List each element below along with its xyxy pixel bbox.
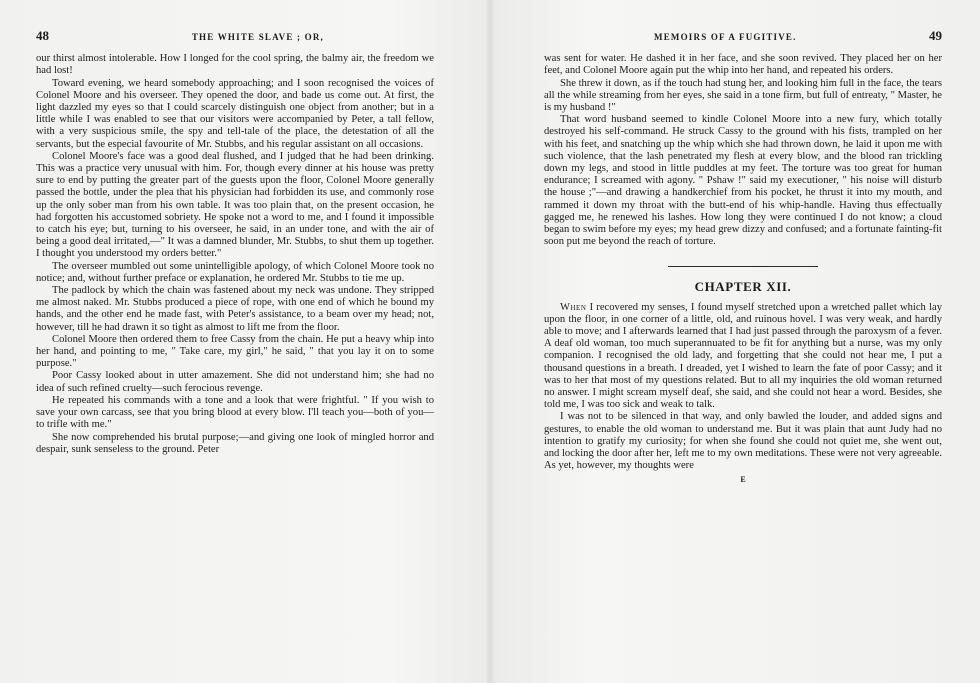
right-running-title: MEMOIRS OF A FUGITIVE. <box>654 32 797 42</box>
left-running-head <box>36 30 434 43</box>
paragraph: I was not to be silenced in that way, and only bawled the louder, and added signs and gestures, to enable the old woman to understand me. But it was plain that aunt Judy had no intention to gratify my curiosity; for when she found she could not quiet me, she went out, and locking the door after her, left me to my own meditations. These were not very agreeable. As yet, however, my thoughts were <box>544 411 942 472</box>
right-running-head <box>544 30 942 43</box>
paragraph: He repeated his commands with a tone and a look that were frightful. " If you wish to save your own carcass, see that you bring blood at every blow. I'll teach you—both of you—to trifle with me." <box>36 394 434 431</box>
paragraph: Poor Cassy looked about in utter amazement. She did not understand him; she had no idea of such refined cruelty—such ferocious revenge. <box>36 370 434 394</box>
paragraph: The padlock by which the chain was fastened about my neck was undone. They stripped me almost naked. Mr. Stubbs produced a piece of rope, with one end of which he bound my hands, and the other end he made fast, with Peter's assistance, to a beam over my head; not, however, till he had drawn it so tight as almost to lift me from the floor. <box>36 285 434 333</box>
right-page <box>544 30 942 486</box>
paragraph: That word husband seemed to kindle Colonel Moore into a new fury, which totally destroyed his self-command. He struck Cassy to the ground with his fists, trampled on her with his feet, and snatching up the whip which she had thrown down, he laid it upon me with such violence, that the lash penetrated my flesh at every blow, and the blood ran trickling down my legs, and stood in little puddles at my feet. The torture was too great for human endurance; I screamed with agony. " Pshaw !" said my executioner, " his noise will disturb the house ;"—and drawing a handkerchief from his pocket, he thrust it into my mouth, and rammed it down my throat with the butt-end of his whip-handle. Having thus effectually gagged me, he renewed his lashes. How long they were continued I do not know; a cloud began to swim before my eyes; my head grew dizzy and confused; and a fortunate fainting-fit soon put me beyond the reach of torture. <box>544 114 942 248</box>
chapter-body-text <box>544 302 942 473</box>
left-page <box>36 30 434 456</box>
chapter-heading: CHAPTER XII. <box>694 279 792 295</box>
paragraph: She threw it down, as if the touch had stung her, and looking him full in the face, the tears all the while streaming from her eyes, she said in a tone firm, but full of entreaty, " Master, he is my husband !" <box>544 77 942 114</box>
right-body-text <box>544 53 942 248</box>
paragraph: our thirst almost intolerable. How I longed for the cool spring, the balmy air, the freedom we had lost! <box>36 53 434 77</box>
signature-mark: E <box>740 474 746 484</box>
paragraph: The overseer mumbled out some unintelligible apology, of which Colonel Moore took no notice; and, without further preface or explanation, he ordered Mr. Stubbs to tie me up. <box>36 260 434 284</box>
paragraph: Colonel Moore's face was a good deal flushed, and I judged that he had been drinking. This was a practice very unusual with him. For, though every dinner at his house was pretty sure to end by putting the greater part of the guests upon the floor, Colonel Moore generally passed the bottle, under the plea that his physician had forbidden its use, and commonly rose up the only sober man from his own table. It was too plain that, on the present occasion, he had forgotten his accustomed sobriety. He spoke not a word to me, and I found it impossible to catch his eye; but, turning to his overseer, he said, in an under tone, and with the air of being a good deal irritated,—" It was a damned blunder, Mr. Stubbs, to shut them up together. I thought you understood my orders better." <box>36 150 434 260</box>
paragraph <box>544 302 942 412</box>
paragraph: She now comprehended his brutal purpose;—and giving one look of mingled horror and despair, sunk senseless to the ground. Peter <box>36 431 434 455</box>
paragraph: Toward evening, we heard somebody approaching; and I soon recognised the voices of Colonel Moore and his overseer. They opened the door, and bade us come out. At first, the light dazzled my eyes so that I could scarcely distinguish one object from another; but in a little while I was enabled to see that our visitors were accompanied by Peter, a tall fellow, with a very suspicious smile, the spy and tell-tale of the place, the detestation of all the servants, but the especial favourite of Mr. Stubbs, and his regular assistant on all occasions. <box>36 77 434 150</box>
left-body-text <box>36 53 434 456</box>
left-running-title: THE WHITE SLAVE ; OR, <box>191 32 324 42</box>
chapter-opening-word: When <box>560 301 587 313</box>
left-page-number: 48 <box>36 28 49 43</box>
right-page-number: 49 <box>929 28 942 43</box>
paragraph-text: I recovered my senses, I found myself stretched upon a wretched pallet which lay upon the floor, in one corner of a little, old, and ruinous hovel. I was very weak, and hardly able to move; and I afterwards learned that I had just passed through the paroxysm of a fever. A deaf old woman, too much superannuated to be fit for anything but a nurse, was my only companion. I recognised the old lady, and forgetting that she could not hear me, I put a thousand questions in a breath. I dreaded, yet I wished to learn the fate of poor Cassy; and it was to her that most of my questions related. But to all my inquiries the old woman returned no answer. I might scream myself deaf, she said, and she could not hear a word. Besides, she told me, I was too sick and weak to talk. <box>544 301 942 411</box>
paragraph: was sent for water. He dashed it in her face, and she soon revived. They placed her on her feet, and Colonel Moore again put the whip into her hand, and repeated his orders. <box>544 53 942 77</box>
section-divider <box>668 266 818 267</box>
paragraph: Colonel Moore then ordered them to free Cassy from the chain. He put a heavy whip into her hand, and pointing to me, " Take care, my girl," he said, " that you lay it on to some purpose." <box>36 333 434 370</box>
